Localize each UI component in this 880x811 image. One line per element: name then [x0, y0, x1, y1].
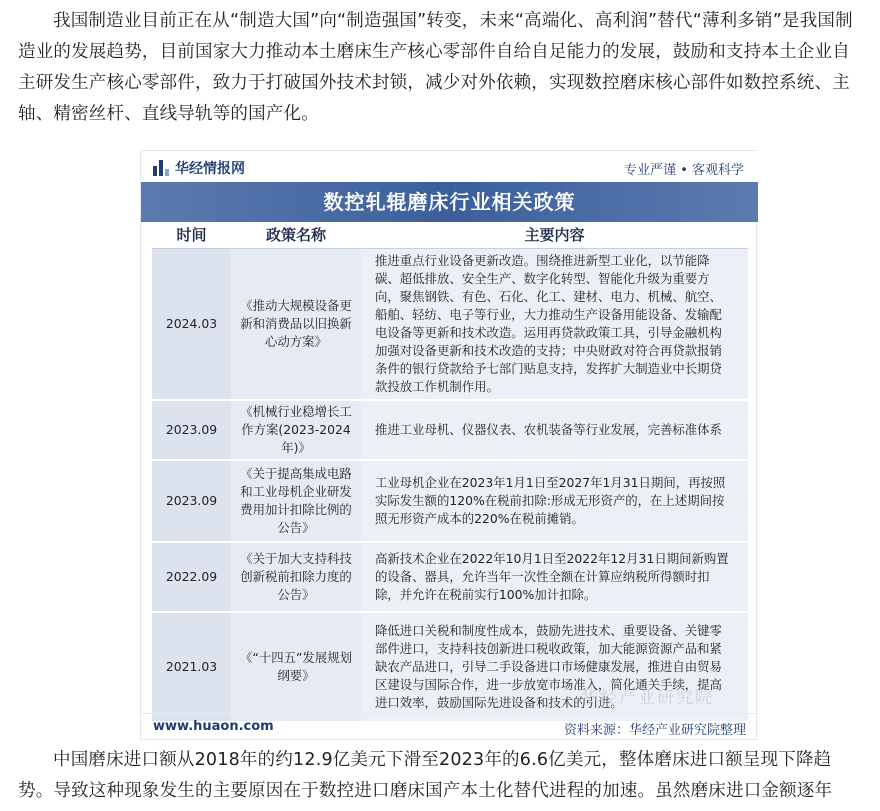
cell-policy-name: 《“十四五”发展规划纲要》 [231, 612, 361, 722]
cell-time: 2023.09 [152, 400, 231, 460]
table-row [152, 460, 748, 542]
cell-content: 推进重点行业设备更新改造。围绕推进新型工业化，以节能降碳、超低排放、安全生产、数字化转型、智能化升级为重要方向，聚焦钢铁、有色、石化、化工、建材、电力、机械、航空、船舶、轻纺、电子等行业，大力推动生产设备用能设备、发输配电设备等更新和技术改造。运用再贷款政策工具，引导金融机构加强对设备更新和技术改造的支持；中央财政对符合再贷款报销条件的银行贷款给予七部门贴息支持，发挥扩大制造业中长期贷款投放工作机制作用。 [361, 248, 748, 400]
policy-figure [140, 150, 757, 740]
cell-time: 2023.09 [152, 460, 231, 542]
cell-policy-name: 《关于加大支持科技创新税前扣除力度的公告》 [231, 542, 361, 612]
brand-logo [153, 158, 245, 178]
analysis-paragraph-text: 中国磨床进口额从2018年的约12.9亿美元下滑至2023年的6.6亿美元，整体磨床进口额呈现下降趋势。导致这种现象发生的主要原因在于数控进口磨床国产本土化替代进程的加速。虽然磨床进口金额逐年 [18, 750, 833, 801]
cell-policy-name: 《机械行业稳增长工作方案(2023-2024年)》 [231, 400, 361, 460]
site-url: www.huaon.com [153, 719, 274, 734]
cell-policy-name: 《推动大规模设备更新和消费品以旧换新心动方案》 [231, 248, 361, 400]
analysis-paragraph [18, 745, 866, 807]
bar-logo-icon [153, 160, 169, 176]
cell-content: 推进工业母机、仪器仪表、农机装备等行业发展，完善标准体系 [361, 400, 748, 460]
table-header-row [152, 222, 748, 248]
cell-time: 2024.03 [152, 248, 231, 400]
table-row [152, 248, 748, 400]
column-header-name: 政策名称 [231, 222, 361, 248]
logo-text: 华经情报网 [175, 161, 245, 177]
cell-content: 降低进口关税和制度性成本，鼓励先进技术、重要设备、关键零部件进口，支持科技创新进口税收政策，加大能源资源产品和紧缺农产品进口，引导二手设备进口市场健康发展，推进自由贸易区建设与国际合作，进一步放宽市场准入，简化通关手续，提高进口效率，鼓励国际先进设备和技术的引进。 [361, 612, 748, 722]
column-header-time: 时间 [152, 222, 231, 248]
intro-paragraph-text: 我国制造业目前正在从“制造大国”向“制造强国”转变，未来“高端化、高利润”替代“薄利多销”是我国制造业的发展趋势，目前国家大力推动本土磨床生产核心零部件自给自足能力的发展，鼓励和支持本土企业自主研发生产核心零部件，致力于打破国外技术封锁，减少对外依赖，实现数控磨床核心部件如数控系统、主轴、精密丝杆、直线导轨等的国产化。 [18, 11, 853, 124]
table-row [152, 542, 748, 612]
cell-time: 2022.09 [152, 542, 231, 612]
cell-content: 工业母机企业在2023年1月1日至2027年1月31日期间，再按照实际发生额的120%在税前扣除:形成无形资产的，在上述期间按照无形资产成本的220%在税前摊销。 [361, 460, 748, 542]
figure-title-bar [141, 182, 758, 222]
watermark: 华经产业研究院 [581, 688, 714, 708]
figure-header [141, 151, 758, 182]
intro-paragraph [18, 6, 866, 130]
figure-footer [141, 713, 758, 739]
cell-policy-name: 《关于提高集成电路和工业母机企业研发费用加计扣除比例的公告》 [231, 460, 361, 542]
table-row [152, 400, 748, 460]
figure-title: 数控轧辊磨床行业相关政策 [323, 190, 576, 214]
cell-time: 2021.03 [152, 612, 231, 722]
policy-table [152, 222, 748, 723]
slogan: 专业严谨 • 客观科学 [624, 163, 744, 178]
source-note: 资料来源：华经产业研究院整理 [563, 723, 746, 738]
column-header-content: 主要内容 [361, 222, 748, 248]
cell-content: 高新技术企业在2022年10月1日至2022年12月31日期间新购置的设备、器具，允许当年一次性全额在计算应纳税所得额时扣除，并允许在税前实行100%加计扣除。 [361, 542, 748, 612]
